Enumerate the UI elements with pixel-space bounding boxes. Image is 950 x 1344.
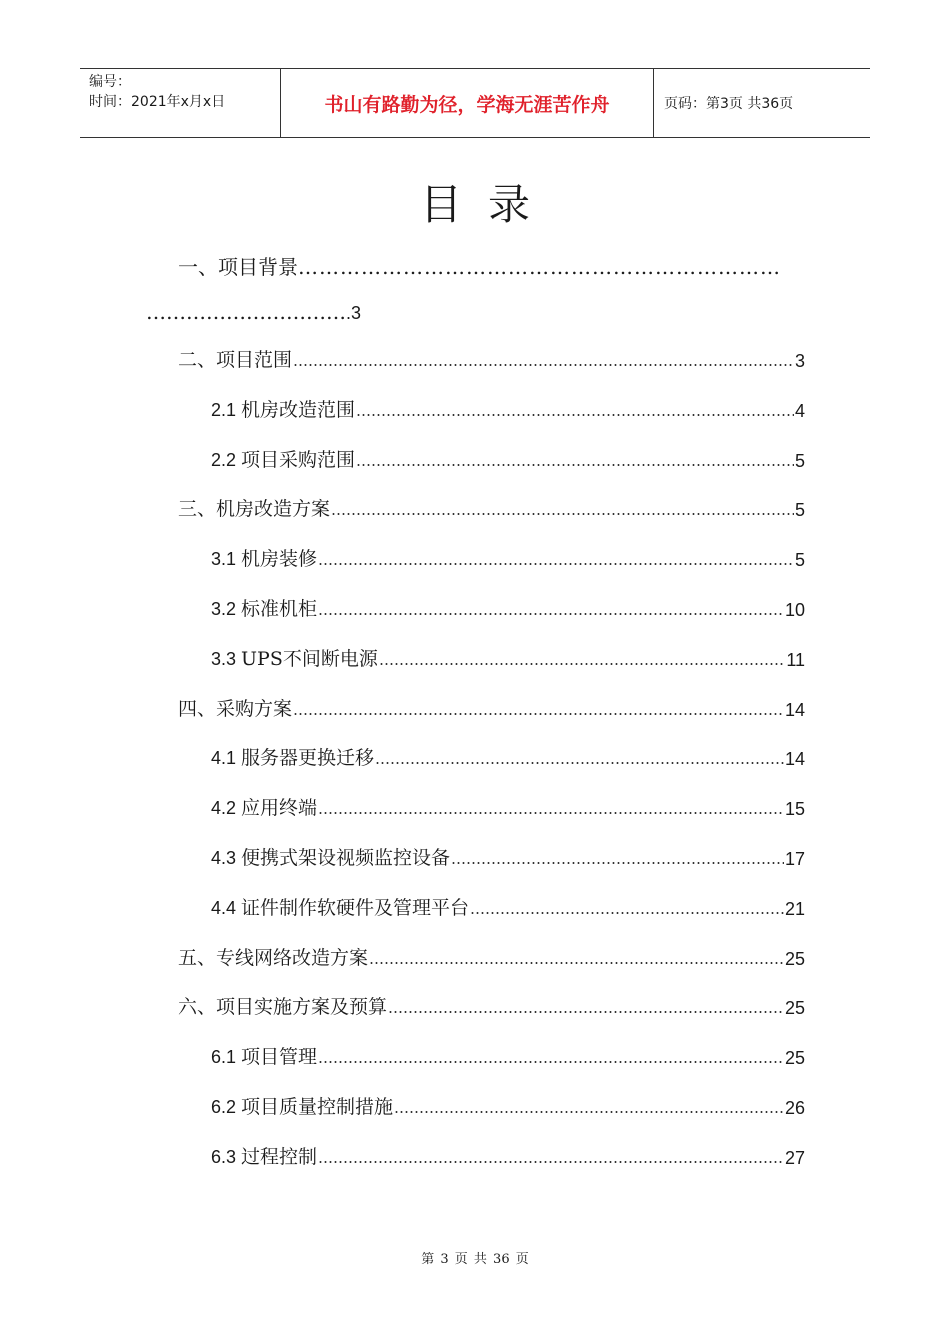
toc-leader bbox=[318, 811, 784, 815]
toc-entry[interactable] bbox=[211, 545, 805, 571]
toc-section-title: 过程控制 bbox=[241, 1146, 318, 1168]
toc-leader: ………………………… bbox=[146, 300, 346, 324]
toc-label bbox=[211, 1142, 317, 1169]
page-info: 页码：第3页 共36页 bbox=[664, 96, 794, 112]
toc-label bbox=[211, 743, 374, 770]
toc-label: 一、项目背景 bbox=[178, 255, 298, 279]
toc-leader bbox=[356, 463, 794, 467]
toc-section-number: 2.2 bbox=[211, 450, 242, 470]
toc-label bbox=[211, 395, 355, 422]
toc-label bbox=[211, 445, 355, 472]
toc-leader bbox=[388, 1010, 784, 1014]
toc-section-number: 6.3 bbox=[211, 1147, 242, 1167]
toc-section-title: 二、项目范围 bbox=[178, 349, 293, 371]
toc-page-number: 3 bbox=[794, 351, 805, 371]
toc-section-title: 三、机房改造方案 bbox=[178, 498, 331, 520]
toc-entry[interactable] bbox=[211, 744, 805, 770]
toc-page-number: 4 bbox=[794, 401, 805, 421]
toc-section-title: 六、项目实施方案及预算 bbox=[178, 996, 388, 1018]
toc-label bbox=[211, 1092, 393, 1119]
toc-page-number: 26 bbox=[784, 1098, 805, 1118]
toc-label bbox=[211, 594, 317, 621]
toc-entry[interactable] bbox=[178, 695, 805, 721]
toc-section-number: 3.1 bbox=[211, 549, 242, 569]
toc-section-title: 机房改造范围 bbox=[241, 399, 356, 421]
toc-label bbox=[178, 694, 292, 721]
time-label: 时间：2021年x月x日 bbox=[89, 94, 226, 110]
toc-entry[interactable] bbox=[178, 495, 805, 521]
toc-label bbox=[211, 644, 378, 671]
toc-entry[interactable] bbox=[211, 446, 805, 472]
toc-entry-1-line1[interactable] bbox=[178, 251, 781, 280]
toc-section-title: 项目质量控制措施 bbox=[241, 1096, 394, 1118]
toc-entry[interactable] bbox=[211, 595, 805, 621]
toc-leader bbox=[318, 1060, 784, 1064]
page-footer: 第 3 页 共 36 页 bbox=[421, 1252, 529, 1267]
toc-section-title: UPS不间断电源 bbox=[241, 648, 378, 670]
page-header bbox=[80, 68, 870, 138]
toc-leader bbox=[394, 1110, 784, 1114]
toc-entry[interactable] bbox=[211, 894, 805, 920]
toc-page-number: 5 bbox=[794, 451, 805, 471]
toc-page-number: 5 bbox=[794, 550, 805, 570]
toc-section-title: 便携式架设视频监控设备 bbox=[241, 847, 451, 869]
toc-page-number: 5 bbox=[794, 500, 805, 520]
toc-label bbox=[211, 793, 317, 820]
toc-entry[interactable] bbox=[211, 794, 805, 820]
toc-section-number: 4.2 bbox=[211, 798, 242, 818]
toc-label bbox=[178, 494, 330, 521]
motto: 书山有路勤为径，学海无涯苦作舟 bbox=[281, 69, 654, 137]
toc-section-number: 2.1 bbox=[211, 400, 242, 420]
toc-section-title: 服务器更换迁移 bbox=[241, 747, 375, 769]
toc-leader: …………………………………………………………… bbox=[298, 255, 781, 279]
toc-section-number: 4.4 bbox=[211, 898, 242, 918]
header-meta-cell bbox=[80, 69, 281, 137]
toc-entry[interactable] bbox=[211, 1143, 805, 1169]
toc-label bbox=[178, 992, 387, 1019]
toc-section-number: 3.3 bbox=[211, 649, 242, 669]
toc-entry[interactable] bbox=[211, 844, 805, 870]
toc-entry[interactable] bbox=[211, 396, 805, 422]
toc-leader bbox=[356, 413, 794, 417]
toc-label bbox=[178, 943, 368, 970]
toc-page-number: 21 bbox=[784, 899, 805, 919]
toc-page-number: 10 bbox=[784, 600, 805, 620]
page-title: 目录 bbox=[419, 180, 556, 229]
toc-entry[interactable] bbox=[211, 1043, 805, 1069]
toc-label bbox=[211, 843, 450, 870]
toc-label bbox=[211, 1042, 317, 1069]
toc-label bbox=[211, 544, 317, 571]
toc-entry[interactable] bbox=[178, 993, 805, 1019]
toc-page-number: 17 bbox=[784, 849, 805, 869]
toc-leader bbox=[470, 911, 784, 915]
toc-leader bbox=[318, 612, 784, 616]
toc-page-number: 25 bbox=[784, 949, 805, 969]
toc-entry[interactable] bbox=[211, 645, 805, 671]
toc-leader bbox=[379, 662, 785, 666]
toc-entry[interactable] bbox=[178, 944, 805, 970]
toc-leader bbox=[331, 512, 794, 516]
toc-page-number: 14 bbox=[784, 749, 805, 769]
toc-section-number: 6.2 bbox=[211, 1097, 242, 1117]
toc-section-number: 6.1 bbox=[211, 1047, 242, 1067]
toc-entry[interactable] bbox=[211, 1093, 805, 1119]
toc-entry-1-line2[interactable] bbox=[146, 300, 361, 324]
toc-leader bbox=[293, 712, 784, 716]
toc-label bbox=[178, 345, 292, 372]
toc-page-number: 15 bbox=[784, 799, 805, 819]
toc-leader bbox=[318, 562, 794, 566]
number-label: 编号： bbox=[89, 74, 131, 90]
toc-section-number: 4.1 bbox=[211, 748, 242, 768]
toc-page-number: 11 bbox=[786, 650, 805, 670]
toc-section-title: 证件制作软硬件及管理平台 bbox=[241, 897, 470, 919]
toc-section-title: 项目采购范围 bbox=[241, 449, 356, 471]
toc-page-number: 27 bbox=[784, 1148, 805, 1168]
toc-leader bbox=[318, 1160, 784, 1164]
toc-leader bbox=[293, 363, 794, 367]
toc-page-number: 25 bbox=[784, 998, 805, 1018]
toc-section-title: 机房装修 bbox=[241, 548, 318, 570]
toc-leader bbox=[451, 861, 784, 865]
toc-entry[interactable] bbox=[178, 346, 805, 372]
toc-section-title: 四、采购方案 bbox=[178, 698, 293, 720]
toc-label bbox=[211, 893, 469, 920]
toc-leader bbox=[375, 761, 784, 765]
toc-section-title: 标准机柜 bbox=[241, 598, 318, 620]
toc-section-number: 3.2 bbox=[211, 599, 242, 619]
toc-page-number: 25 bbox=[784, 1048, 805, 1068]
toc-section-title: 项目管理 bbox=[241, 1046, 318, 1068]
toc-section-number: 4.3 bbox=[211, 848, 242, 868]
toc-section-title: 五、专线网络改造方案 bbox=[178, 947, 369, 969]
toc-page-number: .3 bbox=[346, 303, 362, 323]
toc-section-title: 应用终端 bbox=[241, 797, 318, 819]
toc-page-number: 14 bbox=[784, 700, 805, 720]
toc-leader bbox=[369, 961, 784, 965]
